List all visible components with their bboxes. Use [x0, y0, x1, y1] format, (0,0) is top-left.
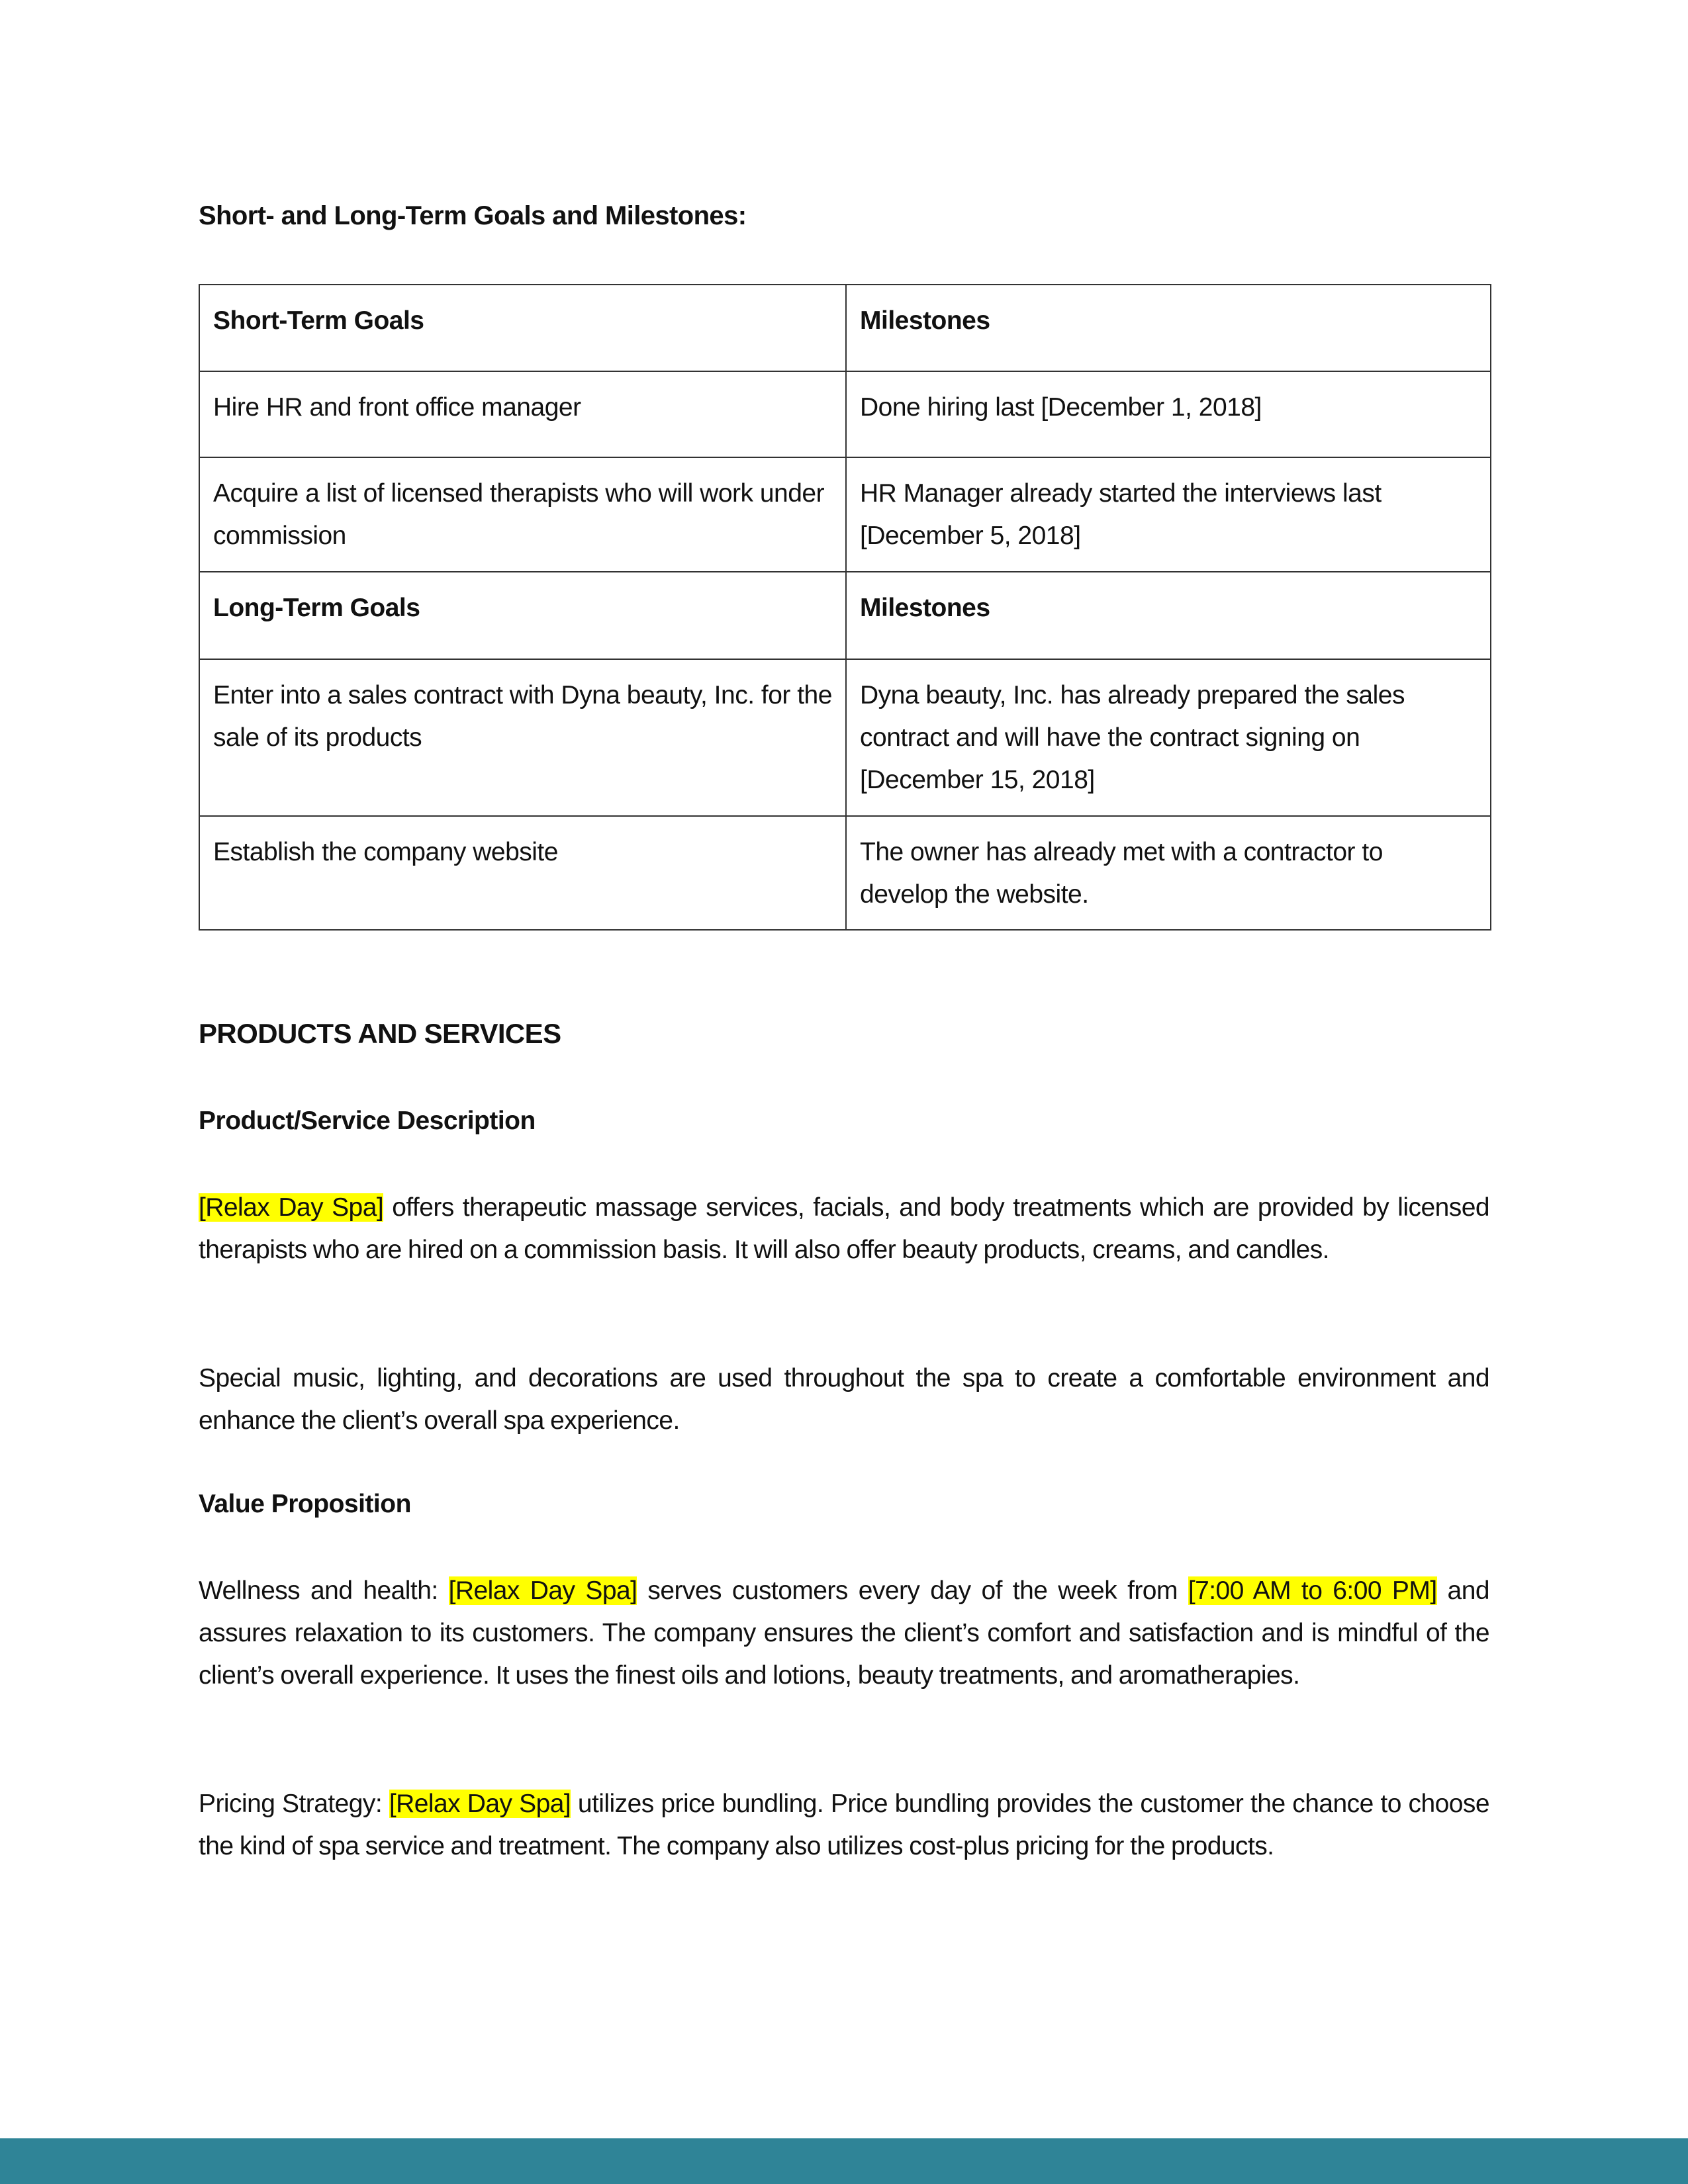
paragraph-lead: Pricing Strategy:	[199, 1790, 389, 1818]
highlighted-company-name: [Relax Day Spa]	[448, 1576, 637, 1605]
milestone-cell: Dyna beauty, Inc. has already prepared the sales contract and will have the contract signing on [December 15, 2018]	[846, 659, 1491, 816]
table-header-cell: Milestones	[846, 572, 1491, 659]
highlighted-company-name: [Relax Day Spa]	[199, 1193, 384, 1222]
goals-heading: Short- and Long-Term Goals and Milestones:	[199, 201, 747, 230]
description-paragraph-1	[199, 1187, 1489, 1271]
goal-cell: Establish the company website	[199, 816, 846, 930]
footer-bar	[0, 2138, 1688, 2184]
table-header-cell: Short-Term Goals	[199, 285, 846, 371]
goals-milestones-table	[199, 284, 1491, 931]
table-header-row	[199, 572, 1491, 659]
paragraph-text: and assures relaxation to its customers. The company ensures the client’s comfort and satisfaction and is mindful of the client’s overall experience. It uses the finest oils and lotions, beauty treatments, and aromatherapies.	[199, 1576, 1489, 1690]
section-title: PRODUCTS AND SERVICES	[199, 1018, 561, 1049]
table-row	[199, 659, 1491, 816]
table-row	[199, 816, 1491, 930]
value-paragraph-wellness	[199, 1570, 1489, 1697]
paragraph-text: utilizes price bundling. Price bundling provides the customer the chance to choose the kind of spa service and treatment. The company also utilizes cost-plus pricing for the products.	[199, 1790, 1489, 1860]
highlighted-company-name: [Relax Day Spa]	[389, 1790, 571, 1818]
goal-cell: Hire HR and front office manager	[199, 371, 846, 457]
paragraph-text: offers therapeutic massage services, facials, and body treatments which are provided by licensed therapists who are hired on a commission basis. It will also offer beauty products, creams, and candles.	[199, 1193, 1489, 1264]
highlighted-hours: [7:00 AM to 6:00 PM]	[1188, 1576, 1437, 1605]
milestone-cell: Done hiring last [December 1, 2018]	[846, 371, 1491, 457]
table-row	[199, 371, 1491, 457]
description-heading: Product/Service Description	[199, 1107, 536, 1135]
paragraph-lead: Wellness and health:	[199, 1576, 449, 1605]
table-header-cell: Milestones	[846, 285, 1491, 371]
value-proposition-heading: Value Proposition	[199, 1490, 411, 1518]
goal-cell: Acquire a list of licensed therapists who will work under commission	[199, 457, 846, 572]
goal-cell: Enter into a sales contract with Dyna beauty, Inc. for the sale of its products	[199, 659, 846, 816]
milestone-cell: The owner has already met with a contractor to develop the website.	[846, 816, 1491, 930]
table-header-row	[199, 285, 1491, 371]
paragraph-text: serves customers every day of the week from	[637, 1576, 1188, 1605]
value-paragraph-pricing	[199, 1783, 1489, 1868]
table-header-cell: Long-Term Goals	[199, 572, 846, 659]
table-row	[199, 457, 1491, 572]
milestone-cell: HR Manager already started the interviews last [December 5, 2018]	[846, 457, 1491, 572]
description-paragraph-2: Special music, lighting, and decorations are used throughout the spa to create a comfortable environment and enhance the client’s overall spa experience.	[199, 1364, 1489, 1435]
